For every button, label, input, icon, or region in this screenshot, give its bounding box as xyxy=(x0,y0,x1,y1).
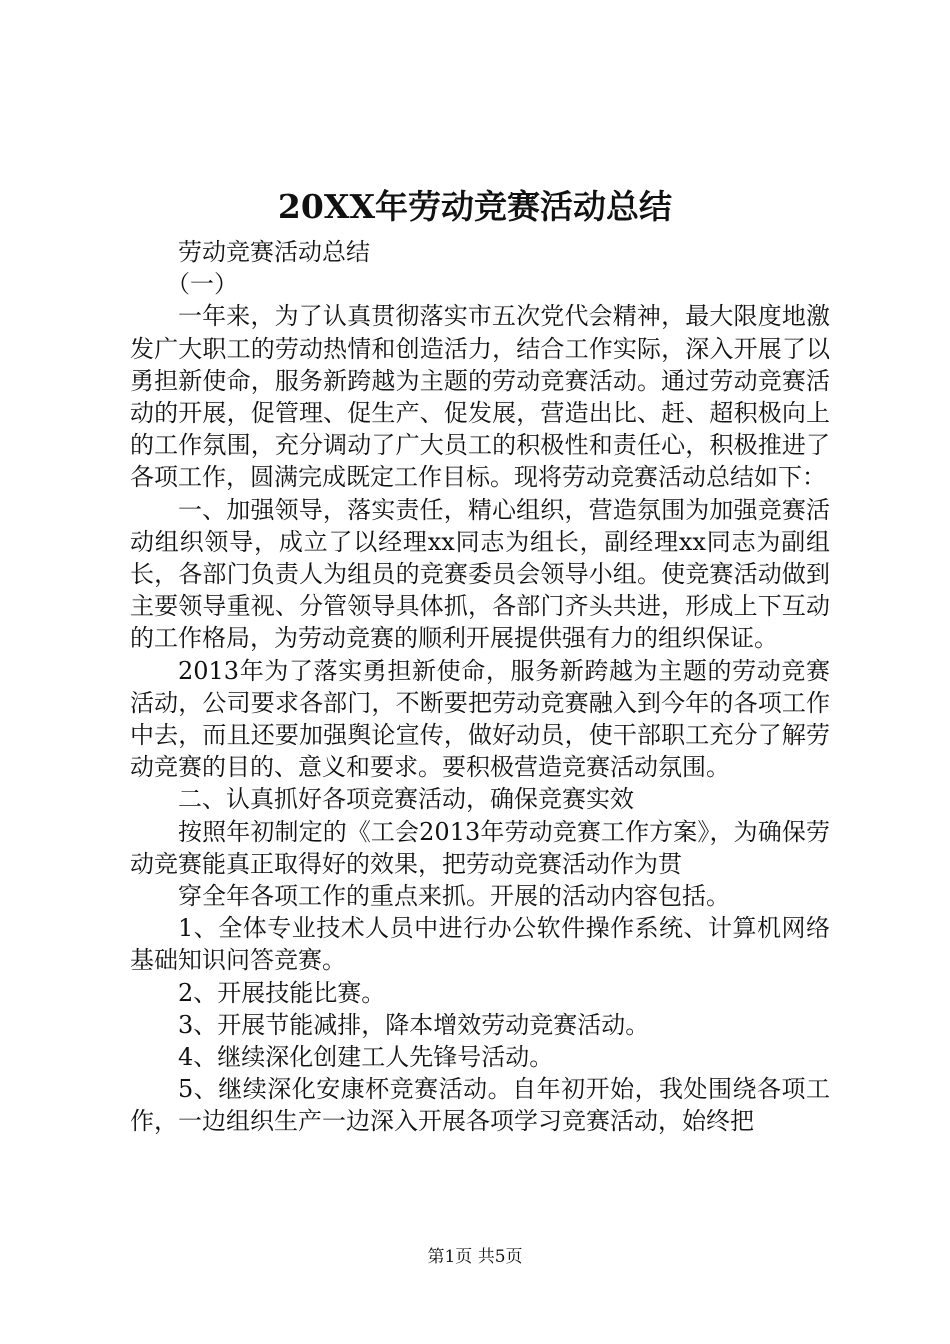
paragraph: 2013年为了落实勇担新使命，服务新跨越为主题的劳动竞赛活动，公司要求各部门，不断要把劳动竞赛融入到今年的各项工作中去，而且还要加强舆论宣传，做好动员，使干部职工充分了解劳动竞赛的目的、意义和要求。要积极营造竞赛活动氛围。 xyxy=(130,656,830,782)
paragraph: 1、全体专业技术人员中进行办公软件操作系统、计算机网络基础知识问答竞赛。 xyxy=(130,914,830,975)
paragraph: 4、继续深化创建工人先锋号活动。 xyxy=(178,1043,554,1072)
paragraph: 穿全年各项工作的重点来抓。开展的活动内容包括。 xyxy=(178,882,730,911)
paragraph: 3、开展节能减排，降本增效劳动竞赛活动。 xyxy=(178,1010,650,1039)
paragraph: 二、认真抓好各项竞赛活动，确保竞赛实效 xyxy=(178,785,634,814)
paragraph: 5、继续深化安康杯竞赛活动。自年初开始，我处围绕各项工作，一边组织生产一边深入开展各项学习竞赛活动，始终把 xyxy=(130,1075,830,1136)
document-body xyxy=(130,236,830,1138)
paragraph: 一年来，为了认真贯彻落实市五次党代会精神，最大限度地激发广大职工的劳动热情和创造活力，结合工作实际，深入开展了以勇担新使命，服务新跨越为主题的劳动竞赛活动。通过劳动竞赛活动的开展，促管理、促生产、促发展，营造出比、赶、超积极向上的工作氛围，充分调动了广大员工的积极性和责任心，积极推进了各项工作，圆满完成既定工作目标。现将劳动竞赛活动总结如下： xyxy=(130,302,830,492)
paragraph: 2、开展技能比赛。 xyxy=(178,978,386,1007)
paragraph: 一、加强领导，落实责任，精心组织，营造氛围为加强竞赛活动组织领导，成立了以经理xx同志为组长，副经理xx同志为副组长，各部门负责人为组员的竞赛委员会领导小组。使竞赛活动做到主要领导重视、分管领导具体抓，各部门齐头共进，形成上下互动的工作格局，为劳动竞赛的顺利开展提供强有力的组织保证。 xyxy=(130,495,830,653)
paragraph: 劳动竞赛活动总结 xyxy=(178,238,370,266)
page-number-footer: 第1页 共5页 xyxy=(427,1247,523,1267)
paragraph: 按照年初制定的《工会2013年劳动竞赛工作方案》，为确保劳动竞赛能真正取得好的效果，把劳动竞赛活动作为贯 xyxy=(130,817,830,878)
document-title: 20XX年劳动竞赛活动总结 xyxy=(277,187,673,226)
paragraph: （一） xyxy=(166,270,238,299)
